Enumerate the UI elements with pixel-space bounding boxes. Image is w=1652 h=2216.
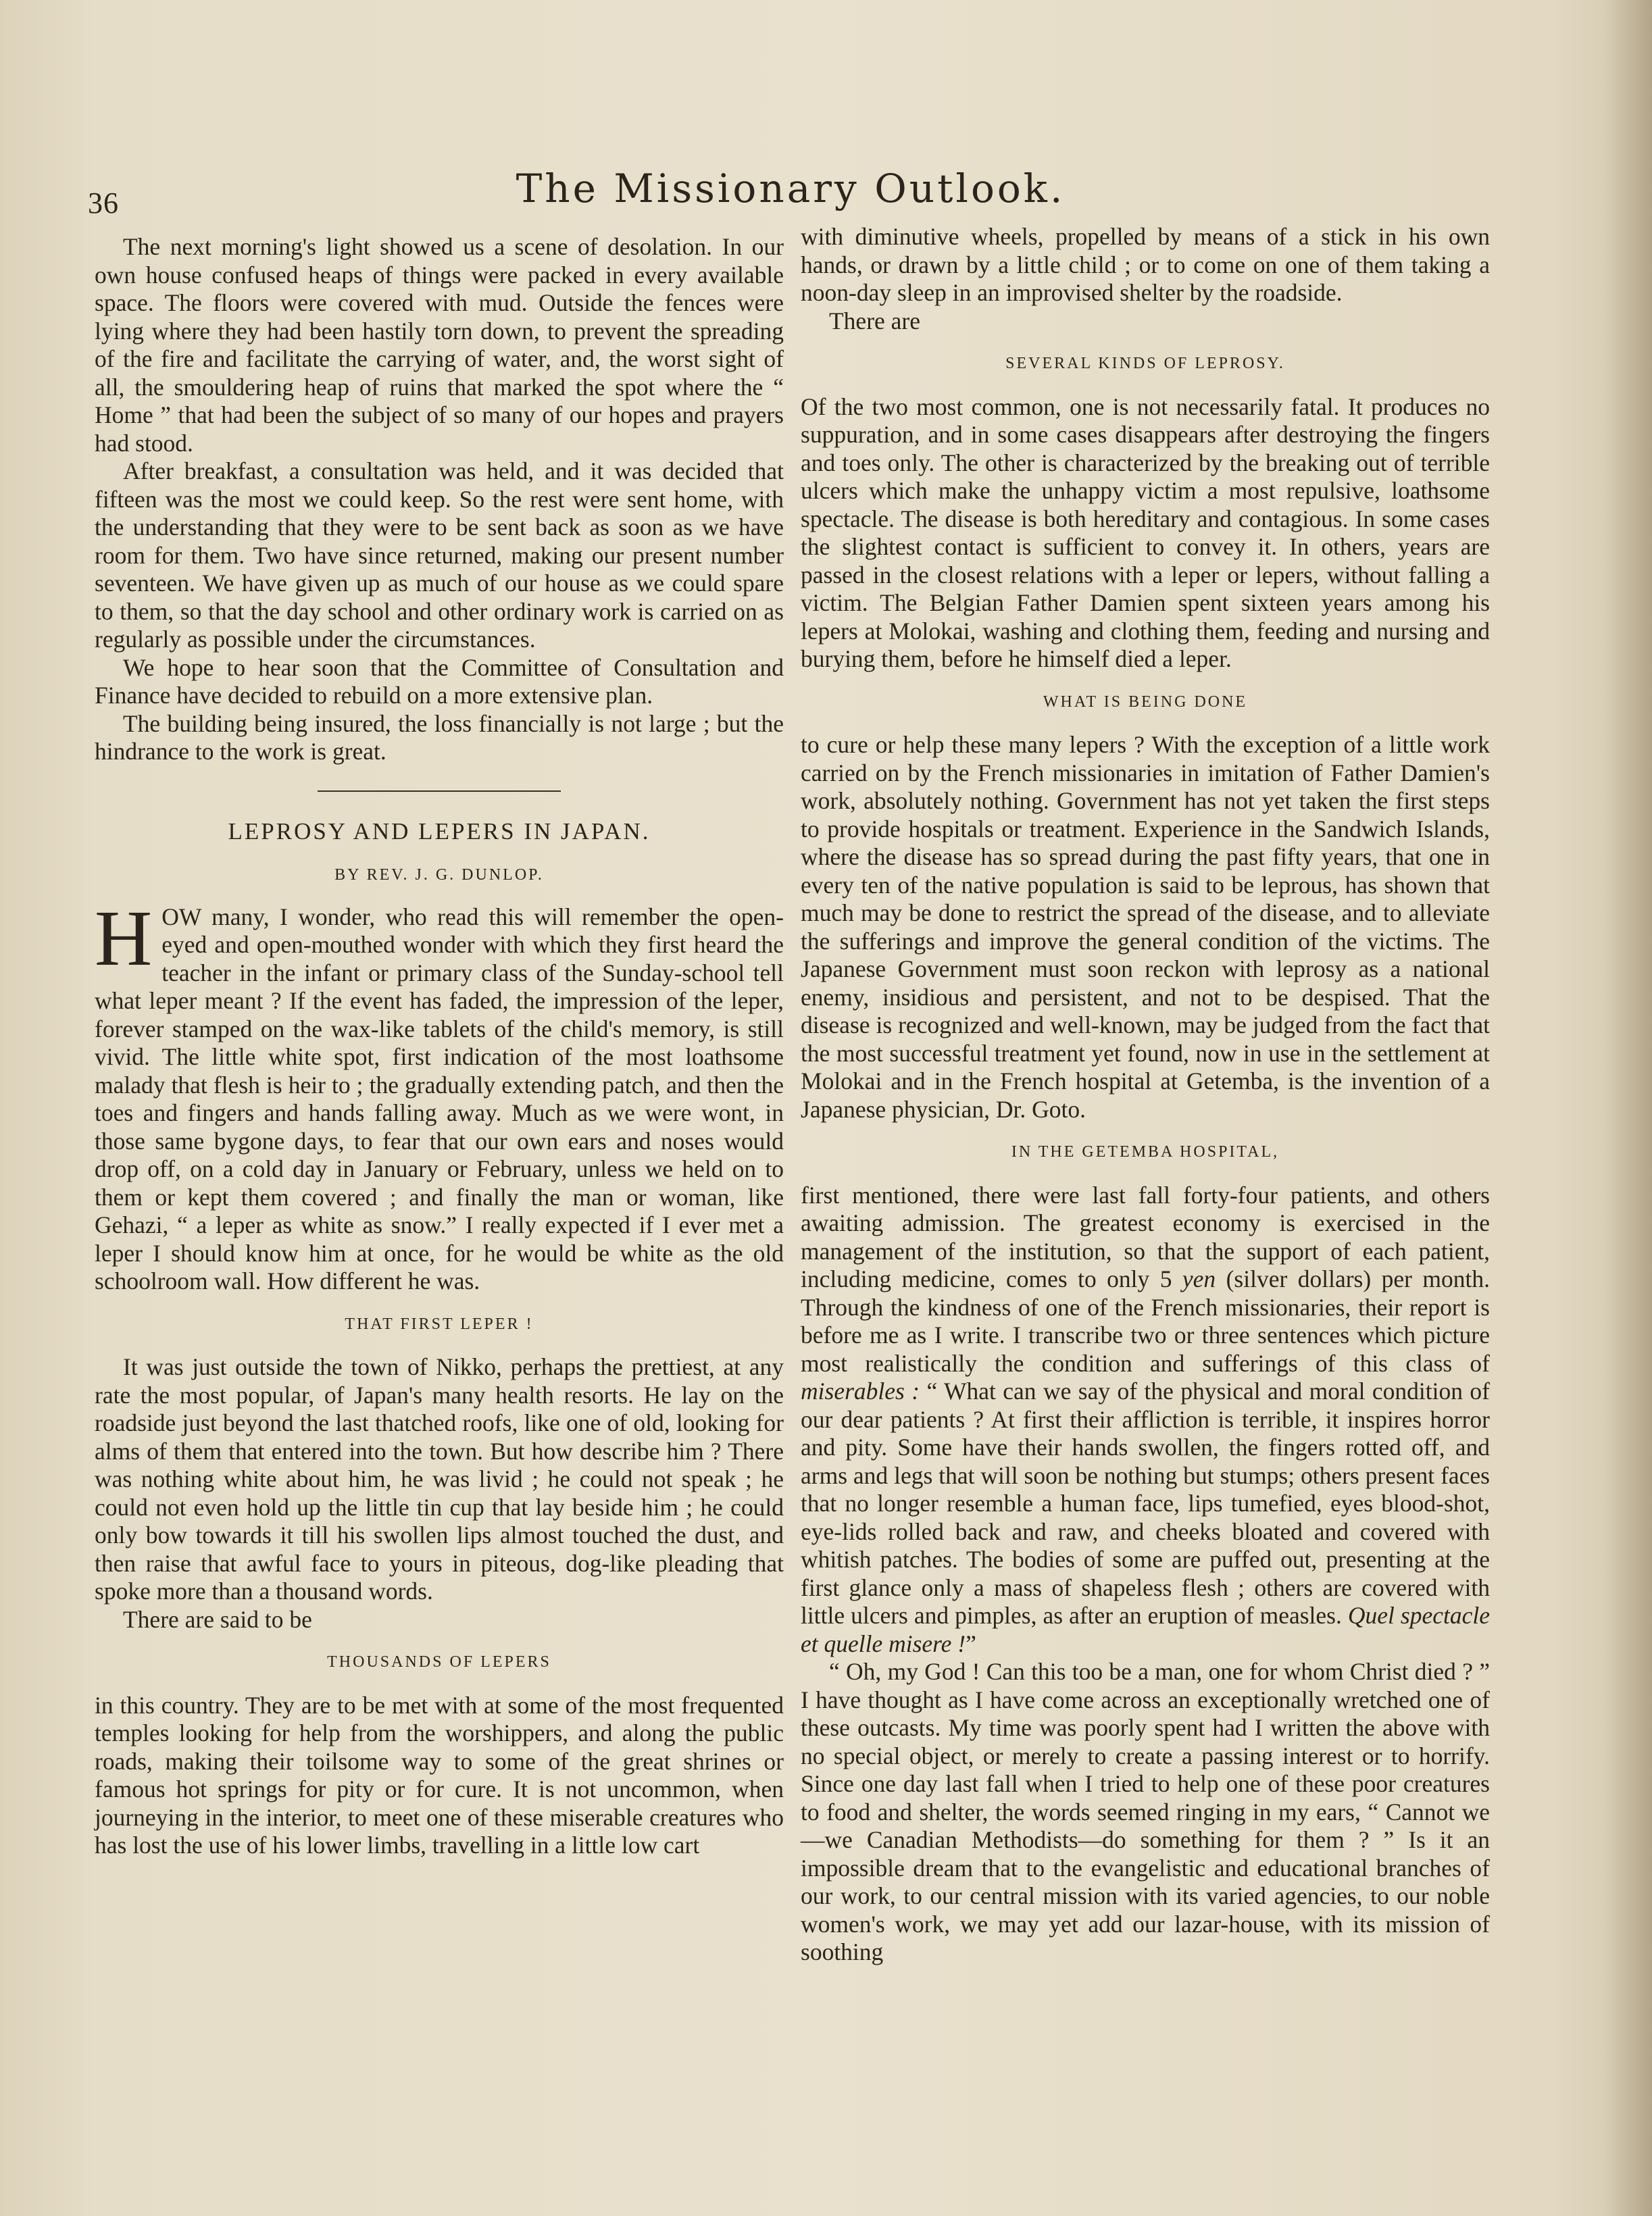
french-quote: Quel spectacle et quelle misere ! bbox=[801, 1602, 1490, 1657]
paragraph bbox=[801, 1182, 1490, 1659]
paragraph: The building being insured, the loss financially is not large ; but the hindrance to the work is great. bbox=[95, 709, 784, 765]
section-subhead: THAT FIRST LEPER ! bbox=[345, 1315, 534, 1333]
closing-quote: ” bbox=[966, 1630, 976, 1657]
section-divider bbox=[318, 790, 561, 792]
paragraph: The next morning's light showed us a scene of desolation. In our own house confused heaps of things were packed in every available space. The floors were covered with mud. Outside the fences were lying where they had been hastily torn down, to prevent the spreading of the fire and facilitate the carrying of water, and, the worst sight of all, the smouldering heap of ruins that marked the spot where the “ Home ” that had been the subject of so many of our hopes and prayers had stood. bbox=[95, 233, 784, 457]
italic-term: miserables : bbox=[801, 1378, 920, 1405]
page-edge-shadow bbox=[1605, 0, 1652, 2216]
drop-cap: H bbox=[95, 893, 153, 982]
opening-paragraph bbox=[95, 893, 784, 1296]
page-header bbox=[88, 152, 1493, 226]
paragraph: to cure or help these many lepers ? With the exception of a little work carried on by the French missionaries in imitation of Father Damien's work, absolutely nothing. Government has not yet taken the first steps to provide hospitals or treatment. Experience in the Sandwich Islands, where the disease has so spread during the past fifty years, that one in every ten of the native population is said to be leprous, has shown that much may be done to restrict the spread of the disease, and to alleviate the sufferings and improve the general condition of the victims. The Japanese Government must soon reckon with leprosy as a national enemy, insidious and persistent, and not to be despised. That the disease is recognized and well-known, may be judged from the fact that the most successful treatment yet found, now in use in the settlement at Molokai and in the French hospital at Getemba, is the invention of a Japanese physician, Dr. Goto. bbox=[801, 731, 1490, 1123]
paragraph-text: “ What can we say of the physical and moral condition of our dear patients ? At first their affliction is terrible, it inspires horror and pity. Some have their hands swollen, the fingers rotted off, and arms and legs that will soon be nothing but stumps; others present faces that no longer resemble a human face, lips tumefied, eyes blood-shot, eye-lids rolled back and raw, and cheeks bloated and covered with whitish patches. The bodies of some are puffed out, presenting at the first glance only a mass of shapeless flesh ; others are covered with little ulcers and pimples, as after an eruption of measles. bbox=[801, 1378, 1490, 1629]
italic-term: yen bbox=[1182, 1265, 1216, 1292]
paragraph-text: (silver dollars) per month. Through the kindness of one of the French missionaries, their report is before me as I write. I transcribe two or three sentences which picture most realistically the condition and sufferings of this class of bbox=[801, 1265, 1491, 1377]
paragraph-text: first mentioned, there were last fall forty-four patients, and others awaiting admission. The greatest economy is exercised in the management of the institution, so that the support of each patient, including medicine, comes to only 5 bbox=[801, 1181, 1490, 1292]
paragraph: After breakfast, a consultation was held, and it was decided that fifteen was the most we could keep. So the rest were sent home, with the understanding that they were to be sent back as soon as we have room for them. Two have since returned, making our present number seventeen. We have given up as much of our house as we could spare to them, so that the day school and other ordinary work is carried on as regularly as possible under the circumstances. bbox=[95, 457, 784, 653]
page-number: 36 bbox=[88, 186, 119, 220]
running-title: The Missionary Outlook. bbox=[516, 166, 1066, 211]
section-subhead: THOUSANDS OF LEPERS bbox=[327, 1653, 551, 1671]
paragraph: There are said to be bbox=[123, 1605, 312, 1633]
section-subhead: SEVERAL KINDS OF LEPROSY. bbox=[1005, 355, 1285, 372]
article-title: LEPROSY AND LEPERS IN JAPAN. bbox=[228, 817, 651, 845]
paragraph: There are bbox=[829, 307, 920, 334]
section-subhead: IN THE GETEMBA HOSPITAL, bbox=[1011, 1143, 1280, 1161]
paragraph: with diminutive wheels, propelled by means of a stick in his own hands, or drawn by a little child ; or to come on one of them taking a noon-day sleep in an improvised shelter by the roadside. bbox=[801, 223, 1490, 306]
paragraph: It was just outside the town of Nikko, perhaps the prettiest, at any rate the most popular, of Japan's many health resorts. He lay on the roadside just beyond the last thatched roofs, like one of old, looking for alms of them that entered into the town. But how describe him ? There was nothing white about him, he was livid ; he could not speak ; he could not even hold up the little tin cup that lay beside him ; he could only bow towards it till his swollen lips almost touched the dust, and then raise that awful face to yours in piteous, dog-like pleading that spoke more than a thousand words. bbox=[95, 1353, 784, 1605]
paragraph: Of the two most common, one is not necessarily fatal. It produces no suppuration, and in some cases disappears after destroying the fingers and toes only. The other is characterized by the breaking out of terrible ulcers which make the unhappy victim a most repulsive, loathsome spectacle. The disease is both hereditary and contagious. In some cases the slightest contact is sufficient to convey it. In others, years are passed in the closest relations with a leper or lepers, without falling a victim. The Belgian Father Damien spent sixteen years among his lepers at Molokai, washing and clothing them, feeding and nursing and burying them, before he himself died a leper. bbox=[801, 393, 1490, 672]
right-column bbox=[801, 223, 1490, 1967]
paragraph: “ Oh, my God ! Can this too be a man, one for whom Christ died ? ” I have thought as I have come across an exceptionally wretched one of these outcasts. My time was poorly spent had I written the above with no special object, or merely to create a passing interest or to horrify. Since one day last fall when I tried to help one of these poor creatures to food and shelter, the words seemed ringing in my ears, “ Cannot we—we Canadian Methodists—do something for them ? ” Is it an impossible dream that to the evangelistic and educational branches of our work, to our central mission with its varied agencies, to our noble women's work, we may yet add our lazar-house, with its mission of soothing bbox=[801, 1658, 1490, 1965]
paragraph-text: OW many, I wonder, who read this will remember the open-eyed and open-mouthed wonder with which they first heard the teacher in the infant or primary class of the Sunday-school tell what leper meant ? If the event has faded, the impression of the leper, forever stamped on the wax-like tablets of the child's memory, is still vivid. The little white spot, first indication of the most loathsome malady that flesh is heir to ; the gradually extending patch, and then the toes and fingers and hands falling away. Much as we were wont, in those same bygone days, to fear that our own ears and noses would drop off, on a cold day in January or February, unless we held on to them or kept them covered ; and finally the man or woman, like Gehazi, “ a leper as white as snow.” I really expected if I ever met a leper I should know him at once, for he would be white as the old schoolroom wall. How different he was. bbox=[95, 903, 784, 1294]
paragraph: We hope to hear soon that the Committee of Consultation and Finance have decided to rebuild on a more extensive plan. bbox=[95, 653, 784, 709]
left-column bbox=[95, 233, 784, 1860]
paragraph: in this country. They are to be met with at some of the most frequented temples looking for help from the worshippers, and along the public roads, making their toilsome way to some of the great shrines or famous hot springs for pity or for cure. It is not uncommon, when journeying in the interior, to meet one of these miserable creatures who has lost the use of his lower limbs, travelling in a little low cart bbox=[95, 1691, 784, 1859]
article-byline: BY REV. J. G. DUNLOP. bbox=[334, 866, 544, 884]
section-subhead: WHAT IS BEING DONE bbox=[1043, 692, 1248, 711]
